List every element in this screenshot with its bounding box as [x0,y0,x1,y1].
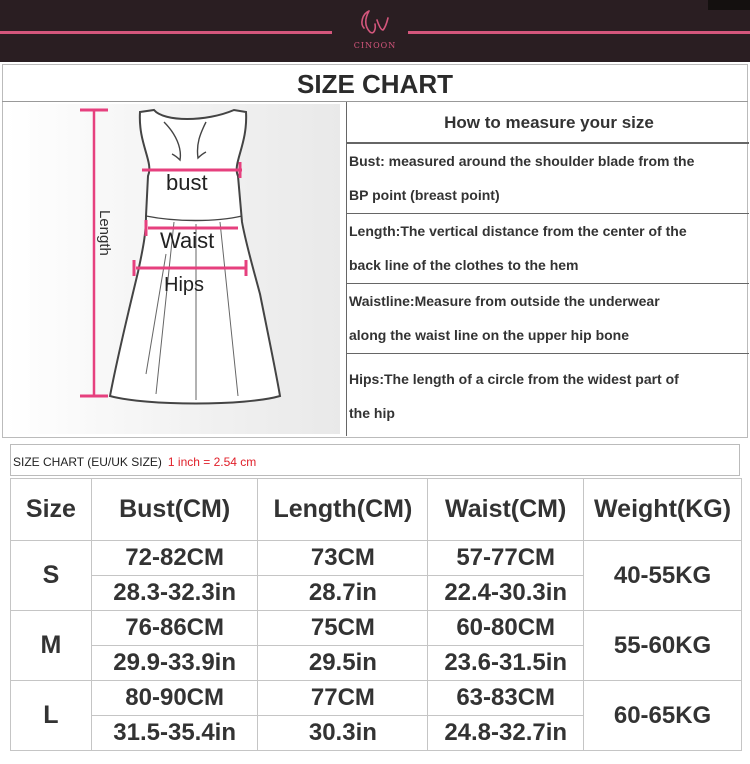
length-in-cell: 29.5in [258,646,428,681]
column-header: Weight(KG) [584,479,742,541]
bust-cm-cell: 72-82CM [91,541,258,576]
brand-name: CINOON [353,41,397,50]
weight-cell: 55-60KG [584,611,742,681]
column-header: Size [11,479,92,541]
column-header: Length(CM) [258,479,428,541]
length-cm-cell: 75CM [258,611,428,646]
bust-in-cell: 29.9-33.9in [91,646,258,681]
weight-cell: 60-65KG [584,681,742,751]
bust-in-cell: 31.5-35.4in [91,716,258,751]
guide-item-bust: Bust: measured around the shoulder blade from the BP point (breast point) [347,144,749,214]
waist-in-cell: 24.8-32.7in [428,716,584,751]
size-cell: S [11,541,92,611]
size-chart-label: SIZE CHART (EU/UK SIZE) [13,455,162,469]
dress-diagram [6,104,340,434]
length-label: Length [96,210,113,256]
header-rule-right [408,31,750,34]
guide-item-waist: Waistline:Measure from outside the underwear along the waist line on the upper hip bone [347,284,749,354]
brand-header [0,0,750,62]
bust-cm-cell: 80-90CM [91,681,258,716]
size-chart-caption [10,444,740,476]
bust-cm-cell: 76-86CM [91,611,258,646]
size-cell: L [11,681,92,751]
column-header: Waist(CM) [428,479,584,541]
measure-guide [346,102,749,436]
brand-logo-icon [352,6,398,40]
unit-conversion-note: 1 inch = 2.54 cm [167,455,257,469]
bust-in-cell: 28.3-32.3in [91,576,258,611]
length-in-cell: 30.3in [258,716,428,751]
waist-in-cell: 23.6-31.5in [428,646,584,681]
size-cell: M [11,611,92,681]
waist-label: Waist [160,228,215,253]
waist-in-cell: 22.4-30.3in [428,576,584,611]
table-header-row [11,479,742,541]
waist-cm-cell: 63-83CM [428,681,584,716]
guide-item-length: Length:The vertical distance from the center of the back line of the clothes to the hem [347,214,749,284]
size-table [10,478,742,751]
hips-label: Hips [164,274,205,296]
header-rule-left [0,31,332,34]
length-cm-cell: 77CM [258,681,428,716]
weight-cell: 40-55KG [584,541,742,611]
table-row [11,541,742,576]
guide-item-hips: Hips:The length of a circle from the widest part of the hip [349,371,679,421]
bust-label: bust [166,170,208,195]
table-row [11,611,742,646]
header-corner [708,0,750,10]
length-in-cell: 28.7in [258,576,428,611]
waist-cm-cell: 60-80CM [428,611,584,646]
column-header: Bust(CM) [91,479,258,541]
measure-guide-heading: How to measure your size [347,102,749,144]
length-cm-cell: 73CM [258,541,428,576]
waist-cm-cell: 57-77CM [428,541,584,576]
page-title: SIZE CHART [297,69,453,99]
table-row [11,681,742,716]
